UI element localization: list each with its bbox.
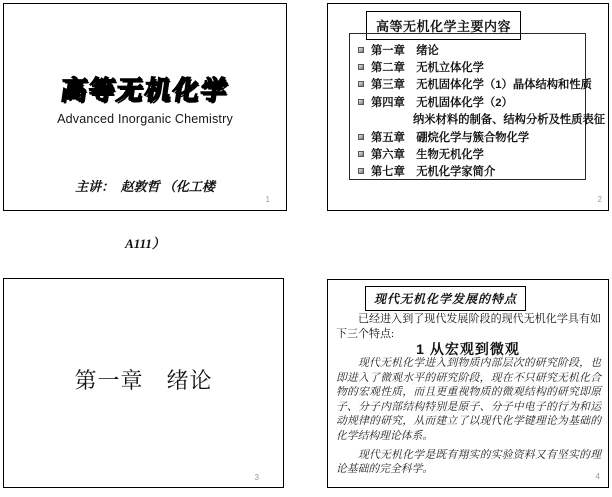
course-subtitle-english: Advanced Inorganic Chemistry — [57, 112, 233, 126]
chapter-title: 第一章 绪论 — [74, 368, 213, 393]
square-bullet-icon — [358, 47, 364, 53]
square-bullet-icon — [358, 81, 364, 87]
toc-item-label: 第四章 无机固体化学（2） — [371, 96, 513, 109]
square-bullet-icon — [358, 99, 364, 105]
toc-item-label: 第三章 无机固体化学（1）晶体结构和性质 — [371, 79, 592, 92]
toc-row-chapter-4-continuation — [355, 111, 606, 128]
square-bullet-icon — [358, 134, 364, 140]
toc-item-label: 第七章 无机化学家简介 — [371, 166, 496, 179]
slide-3-chapter-divider — [3, 278, 284, 488]
lecturer-line-2: A111） — [125, 236, 165, 251]
section-header-box: 现代无机化学发展的特点 — [365, 286, 526, 311]
body-paragraph-1: 现代无机化学进入到物质内部层次的研究阶段，也即进入了微观水平的研究阶段，现在不只研究无机化合物的宏观性质，而且更重视物质的微观结构的研究即原子、分子内部结构特别是原子、分子中电子的行为和运动规律的研究，从而建立了以现代化学键理论为基础的化学结构理论体系。 — [336, 357, 601, 442]
subsection-heading: 1 从宏观到微观 — [416, 341, 520, 357]
page-number: 1 — [265, 195, 270, 204]
toc-row-chapter-5 — [355, 128, 580, 145]
square-bullet-icon — [358, 64, 364, 70]
contents-list-box — [349, 33, 606, 180]
page-number: 2 — [597, 195, 602, 204]
intro-paragraph: 已经进入到了现代发展阶段的现代无机化学具有如下三个特点: — [336, 313, 601, 340]
toc-row-chapter-1 — [355, 41, 580, 58]
course-title: 高等无机化学 — [58, 75, 231, 105]
toc-row-chapter-2 — [355, 58, 580, 75]
title-block — [4, 70, 286, 126]
page-number: 4 — [595, 472, 600, 481]
toc-item-label: 第一章 绪论 — [371, 44, 439, 57]
lecturer-line-1: 主讲： 赵敦哲 （化工楼 — [75, 179, 215, 194]
toc-row-chapter-4 — [355, 93, 580, 110]
body-text-block — [336, 356, 601, 477]
slide-2-contents-page — [327, 3, 609, 211]
toc-row-chapter-6 — [355, 145, 580, 162]
square-bullet-icon — [358, 168, 364, 174]
body-paragraph-2: 现代无机化学是既有翔实的实验资料又有坚实的理论基础的完全科学。 — [336, 448, 601, 476]
toc-item-label: 第六章 生物无机化学 — [371, 149, 484, 162]
page-number: 3 — [254, 473, 259, 482]
toc-row-chapter-7 — [355, 163, 580, 180]
slide-4-content-page — [327, 279, 609, 488]
square-bullet-icon — [358, 151, 364, 157]
toc-item-label: 第二章 无机立体化学 — [371, 62, 484, 75]
lecturer-info — [4, 139, 286, 291]
toc-item-label: 第五章 硼烷化学与簇合物化学 — [371, 131, 530, 144]
contents-header-box: 高等无机化学主要内容 — [366, 11, 521, 40]
toc-row-chapter-3 — [355, 76, 592, 93]
toc-item-label: 纳米材料的制备、结构分析及性质表征 — [413, 114, 606, 127]
slide-1-title-page — [3, 3, 287, 251]
